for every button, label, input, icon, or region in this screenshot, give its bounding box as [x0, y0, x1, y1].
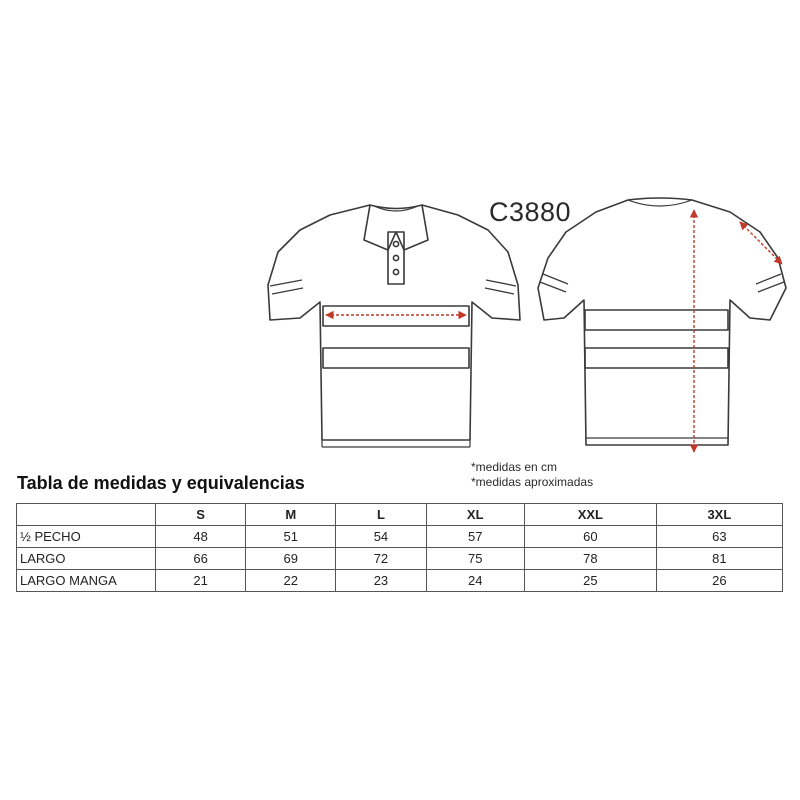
- table-cell: 26: [656, 570, 782, 592]
- size-header-s: S: [156, 504, 246, 526]
- model-code: C3880: [489, 197, 572, 227]
- table-cell: 75: [426, 548, 524, 570]
- measurement-notes: [471, 460, 593, 490]
- front-band-upper: [323, 306, 469, 326]
- front-placket: [388, 232, 404, 284]
- table-cell: 60: [524, 526, 656, 548]
- shirt-front-view: [268, 205, 520, 447]
- row-label: ½ PECHO: [17, 526, 156, 548]
- back-band-lower: [585, 348, 728, 368]
- size-header-xxl: XXL: [524, 504, 656, 526]
- table-cell: 48: [156, 526, 246, 548]
- back-band-upper: [585, 310, 728, 330]
- size-header-l: L: [336, 504, 426, 526]
- size-header-m: M: [246, 504, 336, 526]
- table-cell: 51: [246, 526, 336, 548]
- table-cell: 81: [656, 548, 782, 570]
- size-header-xl: XL: [426, 504, 524, 526]
- note-units: *medidas en cm: [471, 460, 558, 474]
- table-row-sleeve: [17, 570, 783, 592]
- table-cell: 63: [656, 526, 782, 548]
- table-row-length: [17, 548, 783, 570]
- size-header-3xl: 3XL: [656, 504, 782, 526]
- sleeve-measure-arrow: [740, 222, 782, 264]
- table-cell: 78: [524, 548, 656, 570]
- table-title: Tabla de medidas y equivalencias: [17, 473, 305, 493]
- front-collar: [364, 205, 428, 250]
- table-cell: 24: [426, 570, 524, 592]
- table-header-row: [17, 504, 783, 526]
- shirt-back-view: [538, 198, 786, 445]
- size-table: [16, 503, 783, 592]
- table-cell: 21: [156, 570, 246, 592]
- row-label: LARGO: [17, 548, 156, 570]
- table-row-chest: [17, 526, 783, 548]
- front-body-outline: [268, 205, 520, 440]
- back-body-outline: [538, 198, 786, 445]
- table-cell: 69: [246, 548, 336, 570]
- front-band-lower: [323, 348, 469, 368]
- table-cell: 72: [336, 548, 426, 570]
- row-label: LARGO MANGA: [17, 570, 156, 592]
- table-cell: 57: [426, 526, 524, 548]
- table-cell: 23: [336, 570, 426, 592]
- table-corner-cell: [17, 504, 156, 526]
- table-cell: 25: [524, 570, 656, 592]
- table-cell: 54: [336, 526, 426, 548]
- note-approximate: *medidas aproximadas: [471, 475, 594, 489]
- table-cell: 22: [246, 570, 336, 592]
- table-cell: 66: [156, 548, 246, 570]
